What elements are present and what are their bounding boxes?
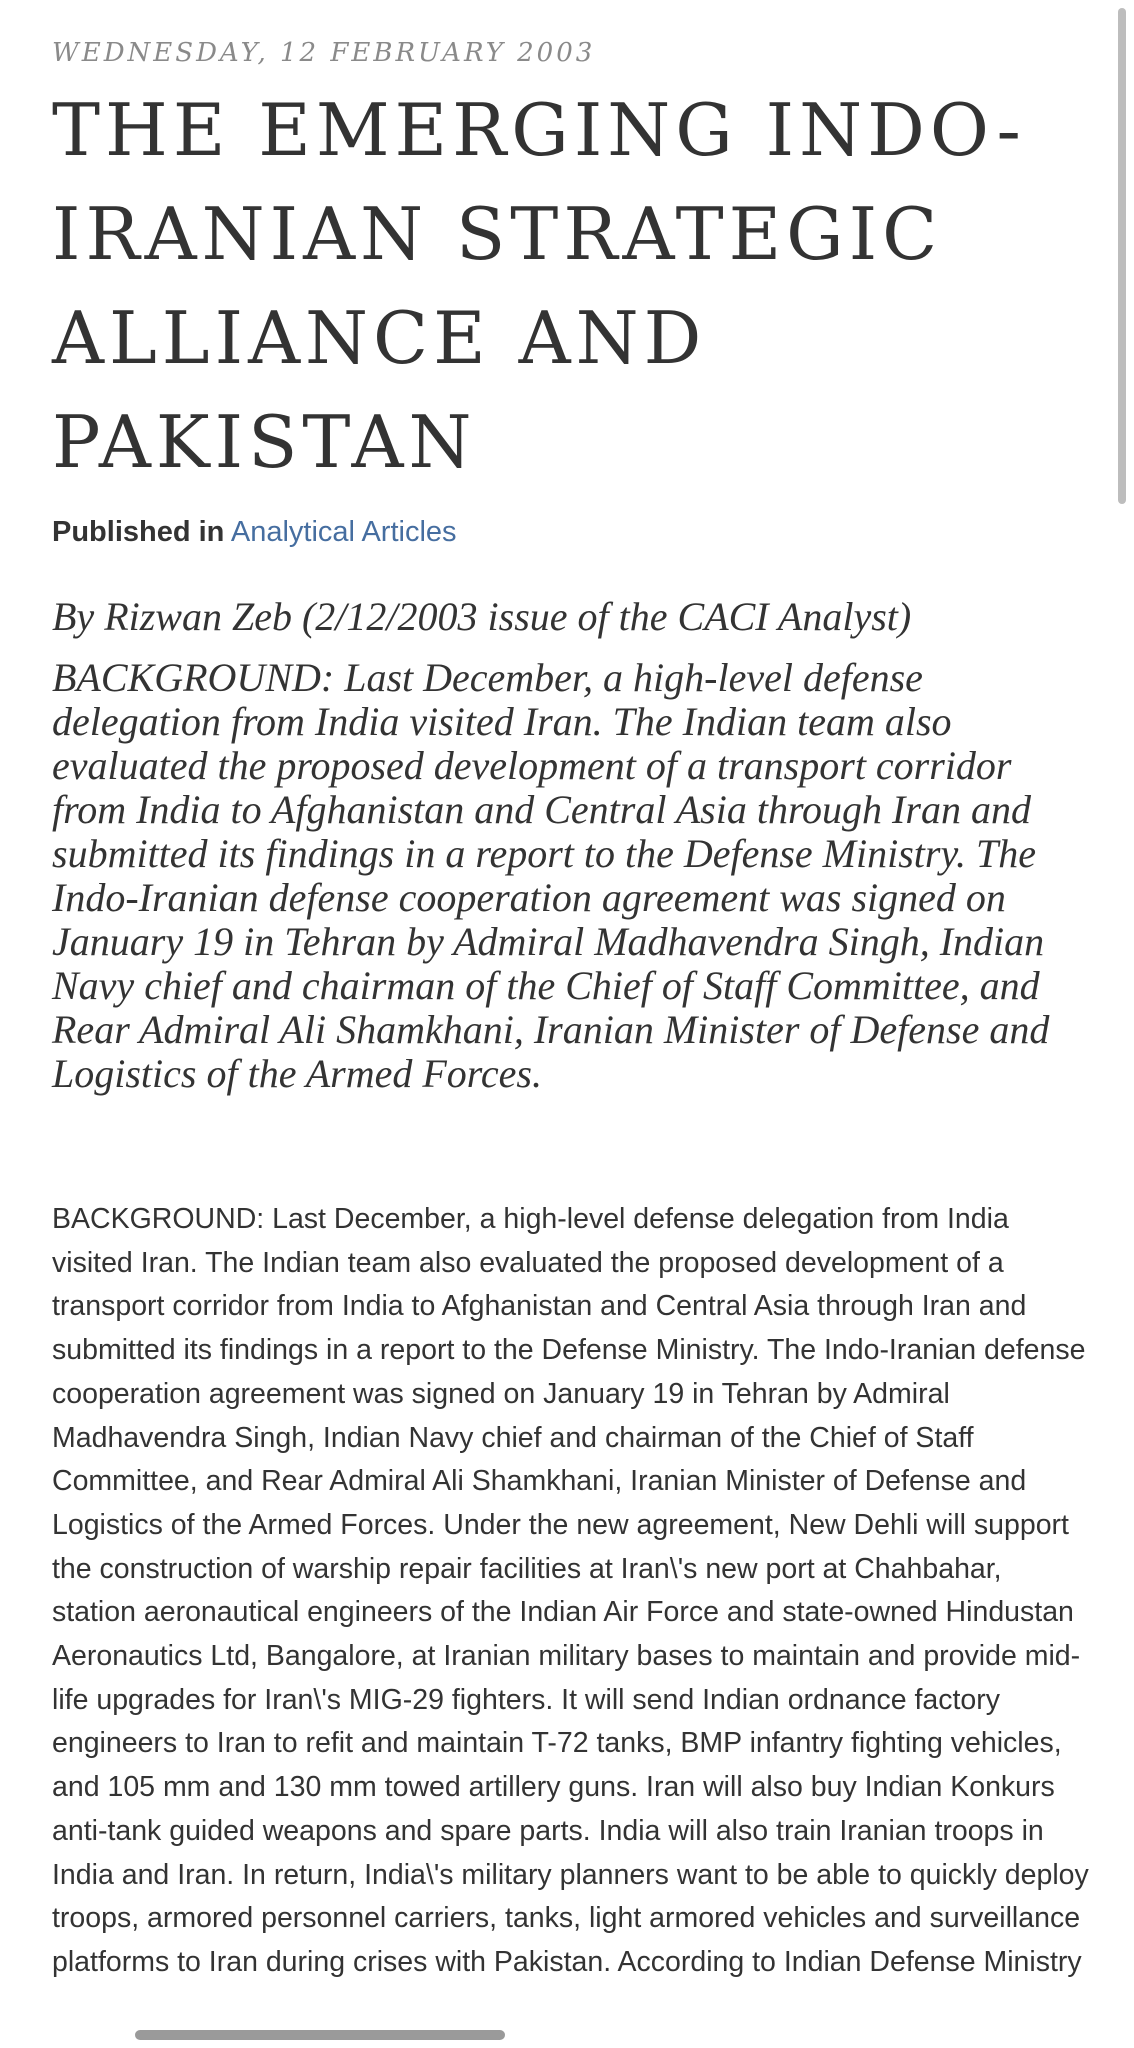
home-indicator-bar[interactable] [135,2030,505,2040]
post-date: WEDNESDAY, 12 FEBRUARY 2003 [52,38,596,68]
body-paragraph: BACKGROUND: Last December, a high-level defense delegation from India visited Iran. The Indian team also evaluated the proposed development of a transport corridor from India to Afghanistan and Central Asia through Iran and submitted its findings in a report to the Defense Ministry. The Indo-Iranian defense cooperation agreement was signed on January 19 in Tehran by Admiral Madhavendra Singh, Indian Navy chief and chairman of the Chief of Staff Committee, and Rear Admiral Ali Shamkhani, Iranian Minister of Defense and Logistics of the Armed Forces. Under the new agreement, New Dehli will support the construction of warship repair facilities at Iran\'s new port at Chahbahar, station aeronautical engineers of the Indian Air Force and state-owned Hindustan Aeronautics Ltd, Bangalore, at Iranian military bases to maintain and provide mid-life upgrades for Iran\'s MIG-29 fighters. It will send Indian ordnance factory engineers to Iran to refit and maintain T-72 tanks, BMP infantry fighting vehicles, and 105 mm and 130 mm towed artillery guns. Iran will also buy Indian Konkurs anti-tank guided weapons and spare parts. India will also train Iranian troops in India and Iran. In return, India\'s military planners want to be able to quickly deploy troops, armored personnel carriers, tanks, light armored vehicles and surveillance platforms to Iran during crises with Pakistan. According to Indian Defense Ministry [52,1203,1089,1978]
published-line [52,512,1092,552]
published-label: Published in [52,516,225,548]
article [52,36,1092,1985]
vertical-scrollbar[interactable] [1118,8,1126,504]
byline: By Rizwan Zeb (2/12/2003 issue of the CACI Analyst) [52,594,912,639]
lead-paragraph: BACKGROUND: Last December, a high-level defense delegation from India visited Iran. The Indian team also evaluated the proposed development of a transport corridor from India to Afghanistan and Central Asia through Iran and submitted its findings in a report to the Defense Ministry. The Indo-Iranian defense cooperation agreement was signed on January 19 in Tehran by Admiral Madhavendra Singh, Indian Navy chief and chairman of the Chief of Staff Committee, and Rear Admiral Ali Shamkhani, Iranian Minister of Defense and Logistics of the Armed Forces. [52,655,1050,1096]
category-link[interactable]: Analytical Articles [230,516,457,548]
post-title: THE EMERGING INDO-IRANIAN STRATEGIC ALLIANCE AND PAKISTAN [52,88,1026,484]
